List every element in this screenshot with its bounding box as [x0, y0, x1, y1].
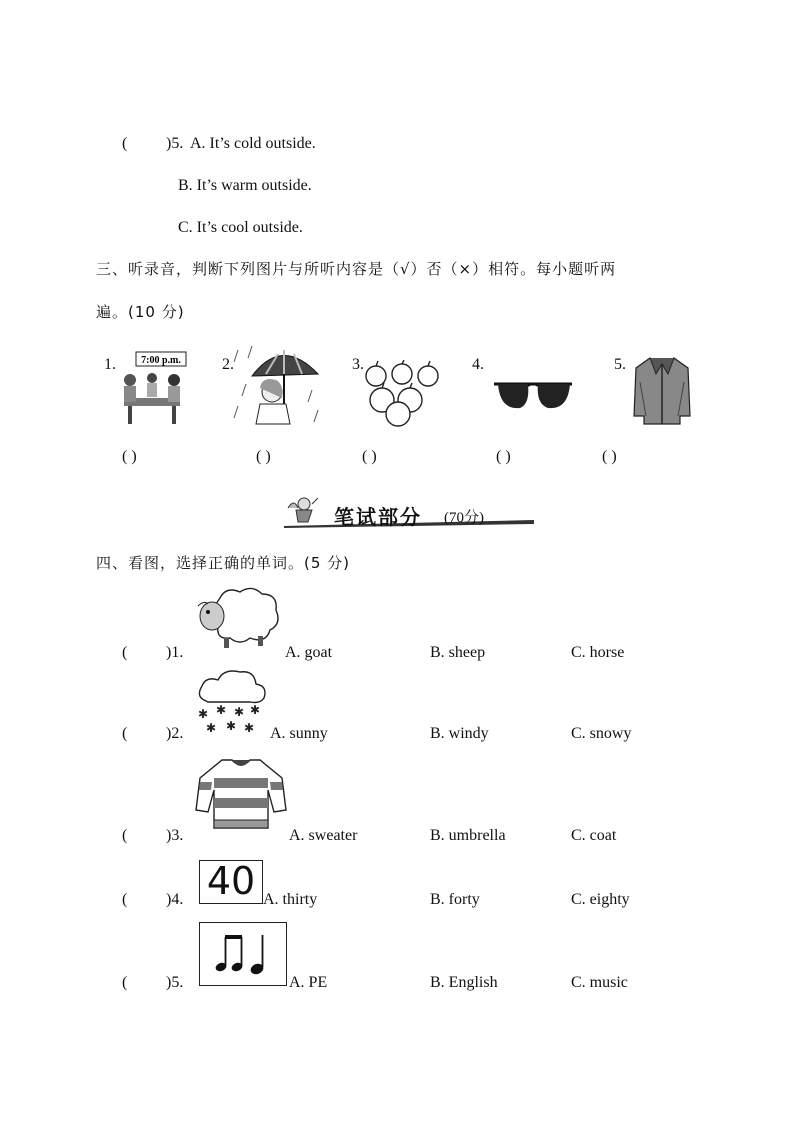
- option-b: B. English: [430, 974, 498, 991]
- sheep-picture: [196, 584, 282, 650]
- option-a: A. It’s cold outside.: [190, 135, 316, 152]
- option-c: C. horse: [571, 644, 625, 661]
- apples-picture: [362, 360, 442, 428]
- option-a: A. thirty: [263, 891, 318, 908]
- option-a: A. goat: [285, 644, 333, 661]
- picture-number-1: 1.: [104, 356, 116, 373]
- option-b: B. windy: [430, 725, 489, 742]
- svg-text:✱: ✱: [226, 719, 237, 733]
- fairy-icon: [286, 494, 320, 526]
- answer-paren-3[interactable]: ( ): [362, 448, 377, 465]
- question-number: )1.: [166, 644, 184, 661]
- answer-paren[interactable]: (: [122, 644, 128, 661]
- music-notes-picture: [199, 922, 287, 986]
- answer-paren[interactable]: (: [122, 135, 128, 152]
- question-number: )3.: [166, 827, 184, 844]
- number-forty-picture: 40: [199, 860, 263, 904]
- section4-instruction: 四、看图，选择正确的单词。(5 分): [96, 554, 351, 572]
- answer-paren[interactable]: (: [122, 827, 128, 844]
- banner-title: 笔试部分: [334, 505, 422, 529]
- option-c: C. music: [571, 974, 628, 991]
- svg-text:✱: ✱: [216, 703, 227, 717]
- jacket-picture: [632, 354, 692, 426]
- option-a: A. PE: [289, 974, 328, 991]
- option-a: A. sweater: [289, 827, 358, 844]
- svg-text:✱: ✱: [198, 707, 209, 721]
- svg-text:✱: ✱: [234, 705, 245, 719]
- answer-paren-4[interactable]: ( ): [496, 448, 511, 465]
- svg-text:✱: ✱: [244, 721, 255, 735]
- section3-instruction-line1: 三、听录音，判断下列图片与所听内容是（√）否（×）相符。每小题听两: [96, 260, 617, 278]
- svg-text:✱: ✱: [206, 721, 217, 735]
- question-number: )2.: [166, 725, 184, 742]
- picture-number-4: 4.: [472, 356, 484, 373]
- answer-paren-2[interactable]: ( ): [256, 448, 271, 465]
- picture-number-2: 2.: [222, 356, 234, 373]
- section3-instruction-line2: 遍。(10 分): [96, 303, 185, 321]
- snow-cloud-picture: [194, 666, 268, 736]
- option-b: B. sheep: [430, 644, 486, 661]
- option-b: B. umbrella: [430, 827, 506, 844]
- option-c: C. eighty: [571, 891, 630, 908]
- clock-label: 7:00 p.m.: [141, 355, 181, 366]
- picture-number-3: 3.: [352, 356, 364, 373]
- question-number: )4.: [166, 891, 184, 908]
- answer-paren[interactable]: (: [122, 974, 128, 991]
- option-b: B. forty: [430, 891, 480, 908]
- sweater-picture: [194, 756, 288, 832]
- answer-paren[interactable]: (: [122, 725, 128, 742]
- option-c: C. It’s cool outside.: [178, 219, 303, 236]
- picture-number-5: 5.: [614, 356, 626, 373]
- music-note-icon: [200, 923, 286, 985]
- answer-paren-5[interactable]: ( ): [602, 448, 617, 465]
- option-c: C. coat: [571, 827, 617, 844]
- answer-paren-1[interactable]: ( ): [122, 448, 137, 465]
- answer-paren[interactable]: (: [122, 891, 128, 908]
- sunglasses-picture: [492, 376, 574, 418]
- question-number: )5.: [166, 974, 184, 991]
- girl-umbrella-rain-picture: [232, 340, 322, 426]
- question-number: )5.: [166, 135, 184, 152]
- banner-score: (70分): [444, 510, 484, 526]
- svg-text:✱: ✱: [250, 703, 261, 717]
- option-b: B. It’s warm outside.: [178, 177, 312, 194]
- option-a: A. sunny: [270, 725, 328, 742]
- family-dinner-picture: [116, 350, 188, 426]
- option-c: C. snowy: [571, 725, 632, 742]
